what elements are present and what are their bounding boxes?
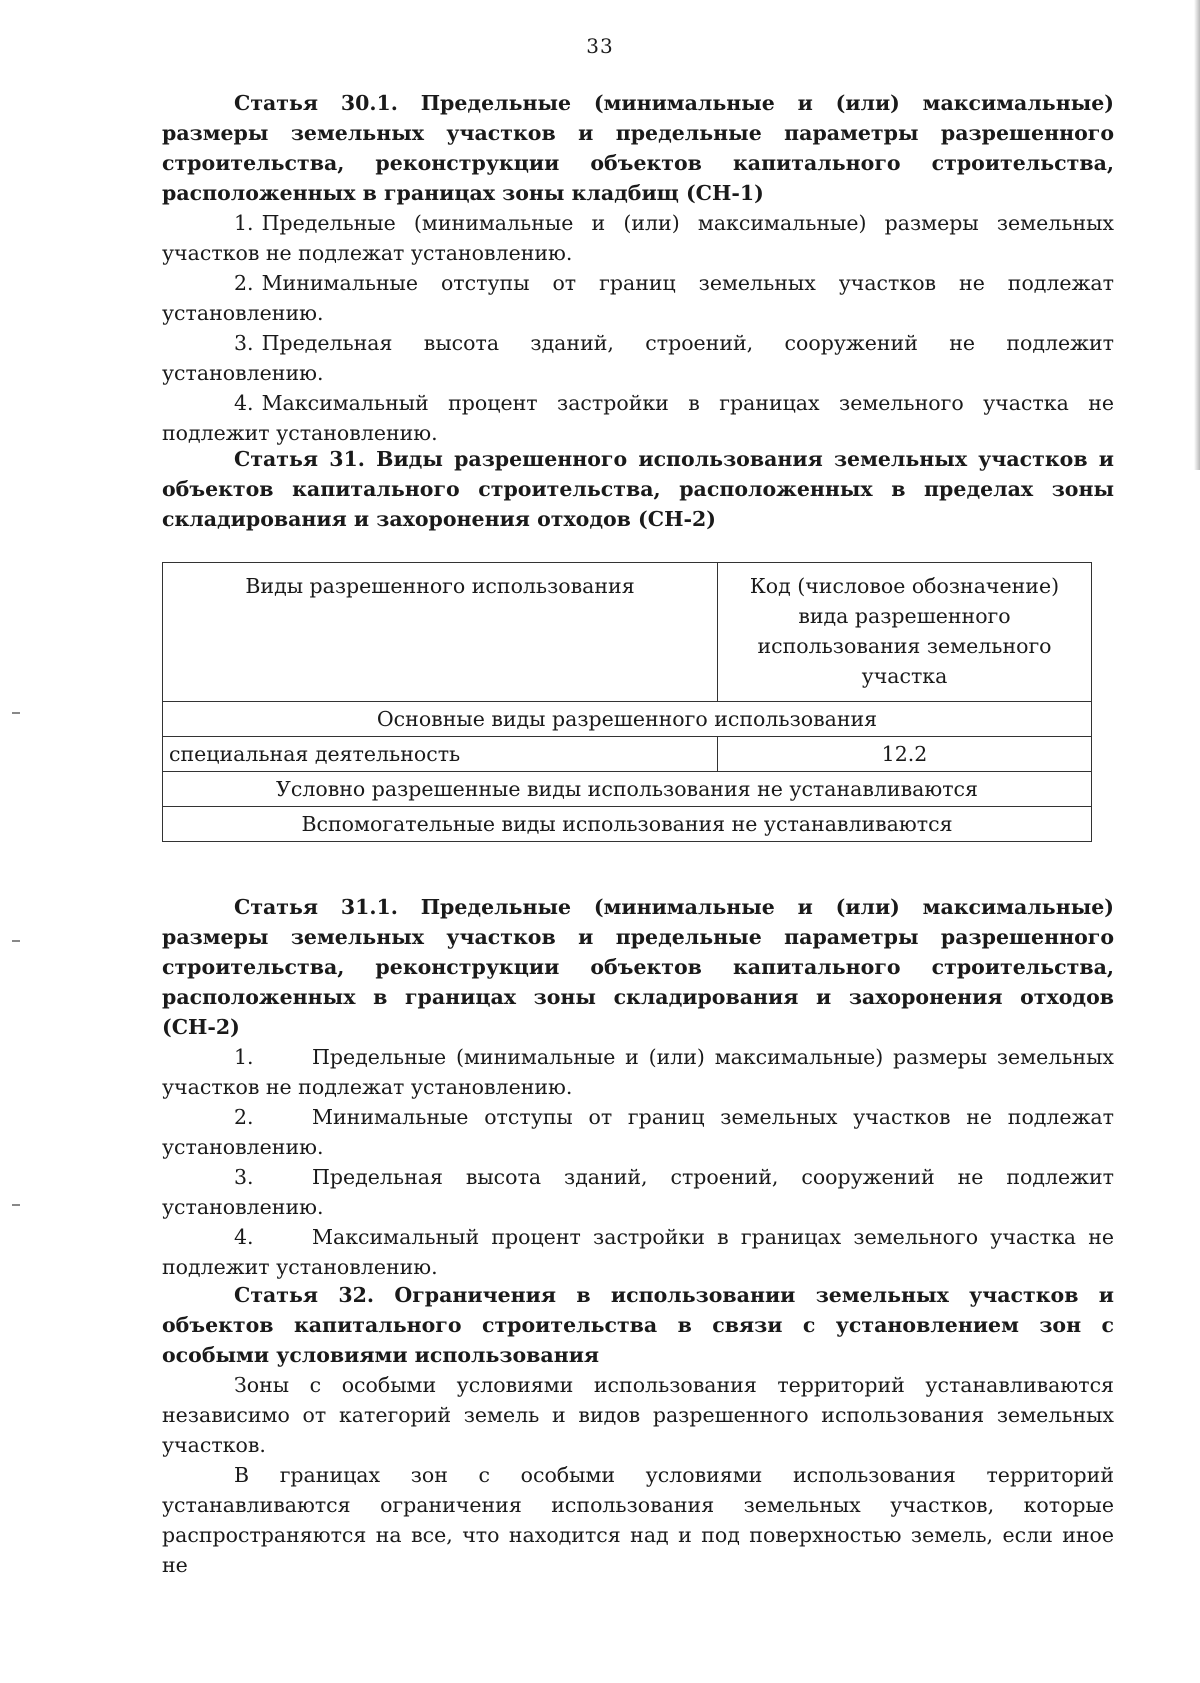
item-number: 3. (234, 1165, 254, 1189)
item-number: 1. (234, 211, 254, 235)
article-32 (162, 1280, 1114, 1580)
article-32-heading: Статья 32. Ограничения в использовании земельных участков и объектов капитального строительства в связи с установлением зон с особыми условиями использования (162, 1283, 1114, 1367)
table-row (163, 772, 1092, 807)
scan-mark (12, 940, 20, 942)
col1-header: Виды разрешенного использования (163, 563, 718, 702)
article-30-1-heading: Статья 30.1. Предельные (минимальные и (или) максимальные) размеры земельных участков и предельные параметры разрешенного строительства, реконструкции объектов капитального строительства, расположенных в границах зоны кладбищ (СН-1) (162, 91, 1114, 205)
item-text: Максимальный процент застройки в границах земельного участка не подлежит установлению. (162, 391, 1114, 445)
article-30-1 (162, 88, 1114, 448)
list-item (162, 388, 1114, 448)
item-number: 1. (234, 1045, 254, 1069)
item-text: Минимальные отступы от границ земельных участков не подлежат установлению. (162, 1105, 1114, 1159)
list-item (162, 268, 1114, 328)
use-code-cell: 12.2 (718, 737, 1092, 772)
scan-edge-shadow (1194, 0, 1200, 470)
item-text: Предельные (минимальные и (или) максимальные) размеры земельных участков не подлежат установлению. (162, 1045, 1114, 1099)
section-auxiliary-uses: Вспомогательные виды использования не устанавливаются (163, 807, 1092, 842)
list-item (162, 1042, 1114, 1102)
article-31-1 (162, 892, 1114, 1282)
item-number: 4. (234, 391, 254, 415)
item-number: 2. (234, 1105, 254, 1129)
item-number: 3. (234, 331, 254, 355)
table-header-row (163, 563, 1092, 702)
permitted-use-table (162, 562, 1092, 842)
item-text: Предельная высота зданий, строений, сооружений не подлежит установлению. (162, 1165, 1114, 1219)
item-text: Предельные (минимальные и (или) максимальные) размеры земельных участков не подлежат установлению. (162, 211, 1114, 265)
list-item (162, 1222, 1114, 1282)
article-31-heading: Статья 31. Виды разрешенного использования земельных участков и объектов капитального строительства, расположенных в пределах зоны складирования и захоронения отходов (СН-2) (162, 447, 1114, 531)
item-text: Минимальные отступы от границ земельных участков не подлежат установлению. (162, 271, 1114, 325)
use-name-cell: специальная деятельность (163, 737, 718, 772)
item-number: 2. (234, 271, 254, 295)
article-31 (162, 444, 1114, 534)
item-text: Предельная высота зданий, строений, сооружений не подлежит установлению. (162, 331, 1114, 385)
scan-mark (12, 1204, 20, 1206)
item-text: Максимальный процент застройки в границах земельного участка не подлежит установлению. (162, 1225, 1114, 1279)
table-row (163, 807, 1092, 842)
item-number: 4. (234, 1225, 254, 1249)
table-row (163, 737, 1092, 772)
list-item (162, 1102, 1114, 1162)
list-item (162, 208, 1114, 268)
page-number: 33 (586, 34, 614, 58)
scan-mark (12, 712, 20, 714)
section-main-uses: Основные виды разрешенного использования (163, 702, 1092, 737)
section-conditional-uses: Условно разрешенные виды использования не устанавливаются (163, 772, 1092, 807)
list-item (162, 328, 1114, 388)
col2-header: Код (числовое обозначение) вида разрешенного использования земельного участка (718, 563, 1092, 702)
list-item (162, 1162, 1114, 1222)
paragraph: В границах зон с особыми условиями использования территорий устанавливаются ограничения использования земельных участков, которые распространяются на все, что находится над и под поверхностью земель, если иное не (162, 1463, 1114, 1577)
paragraph: Зоны с особыми условиями использования территорий устанавливаются независимо от категорий земель и видов разрешенного использования земельных участков. (162, 1373, 1114, 1457)
table-row (163, 702, 1092, 737)
article-31-1-heading: Статья 31.1. Предельные (минимальные и (или) максимальные) размеры земельных участков и предельные параметры разрешенного строительства, реконструкции объектов капитального строительства, расположенных в границах зоны складирования и захоронения отходов (СН-2) (162, 895, 1114, 1039)
